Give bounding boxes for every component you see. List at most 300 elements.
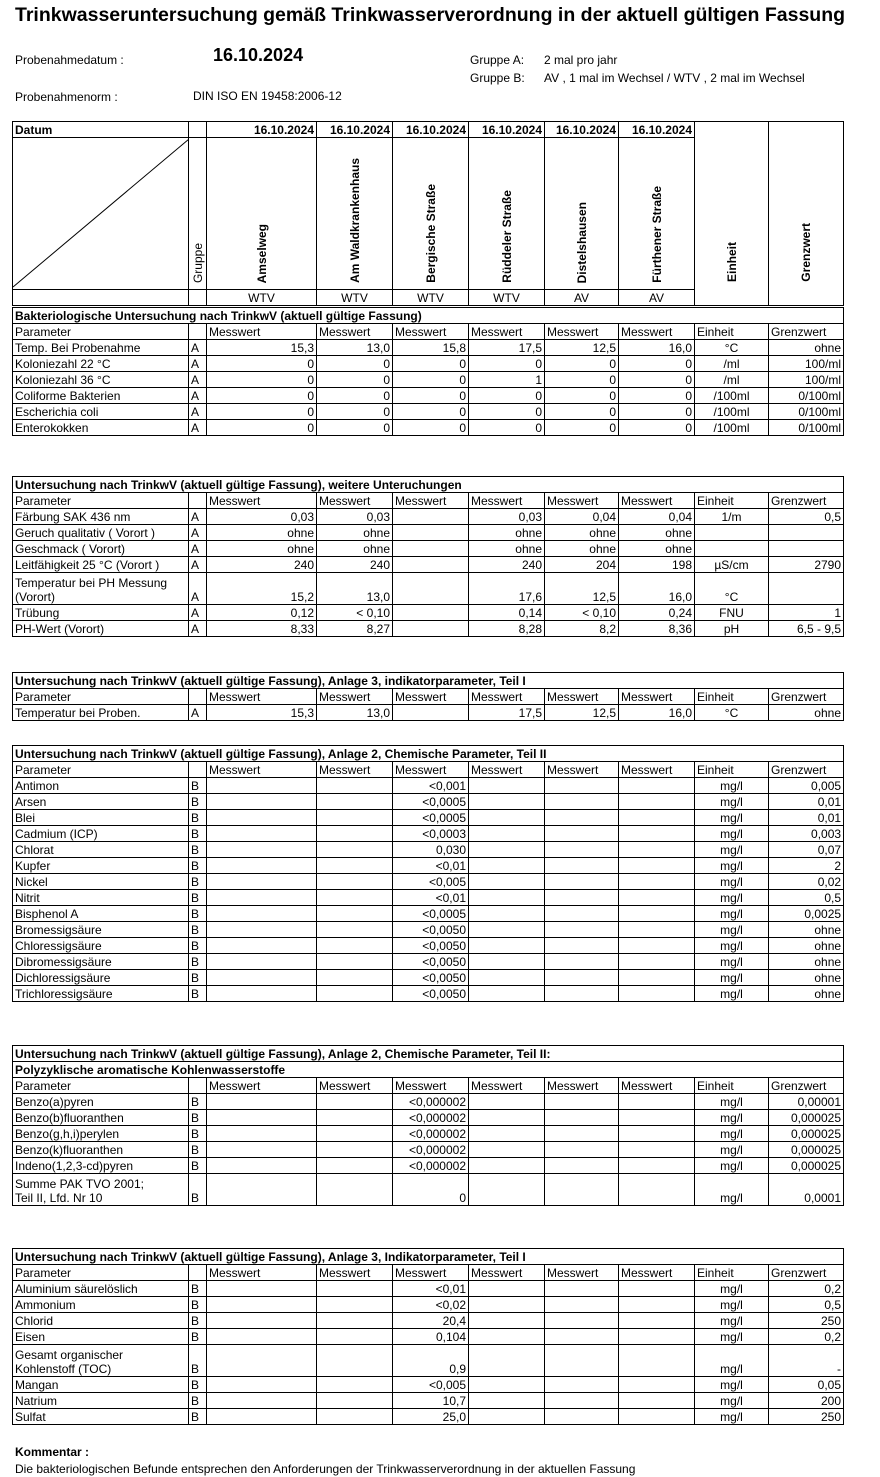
grenzwert-cell: 100/ml: [769, 372, 844, 388]
messwert-cell: [393, 605, 469, 621]
table-row: [13, 1377, 844, 1393]
einheit-cell: [695, 525, 769, 541]
messwert-cell: 0: [317, 372, 393, 388]
messwert-cell: [207, 1345, 317, 1377]
grenzwert-header: Grenzwert: [769, 1265, 844, 1281]
messwert-cell: 0: [619, 372, 695, 388]
messwert-cell: <0,0050: [393, 922, 469, 938]
messwert-cell: [619, 938, 695, 954]
table-row: [13, 525, 844, 541]
grenzwert-header: Grenzwert: [769, 762, 844, 778]
messwert-cell: [207, 922, 317, 938]
messwert-header: Messwert: [469, 324, 545, 340]
messwert-cell: [619, 842, 695, 858]
section-title: Untersuchung nach TrinkwV (aktuell gültige Fassung), Anlage 2, Chemische Parameter, Teil II:: [13, 1046, 844, 1062]
messwert-header: Messwert: [545, 1078, 619, 1094]
einheit-cell: µS/cm: [695, 557, 769, 573]
table-row: [13, 874, 844, 890]
messwert-cell: [545, 1409, 619, 1425]
messwert-cell: 0: [469, 356, 545, 372]
gruppe-cell: A: [189, 388, 207, 404]
messwert-cell: [317, 1297, 393, 1313]
messwert-cell: [619, 810, 695, 826]
messwert-cell: [317, 1345, 393, 1377]
type-cell: AV: [619, 290, 695, 306]
messwert-cell: [207, 938, 317, 954]
gruppe-cell: B: [189, 810, 207, 826]
messwert-cell: [545, 1329, 619, 1345]
messwert-cell: [393, 541, 469, 557]
gruppe-cell: B: [189, 954, 207, 970]
gruppe-cell: A: [189, 573, 207, 605]
grenzwert-cell: 0,000025: [769, 1126, 844, 1142]
parameter-cell: Koloniezahl 36 °C: [13, 372, 189, 388]
einheit-cell: /ml: [695, 356, 769, 372]
grenzwert-cell: 0,000025: [769, 1110, 844, 1126]
messwert-cell: [545, 810, 619, 826]
table-row: [13, 842, 844, 858]
messwert-cell: [619, 890, 695, 906]
date-cell: 16.10.2024: [469, 122, 545, 138]
parameter-cell: Nickel: [13, 874, 189, 890]
table-row: [13, 541, 844, 557]
messwert-cell: [207, 778, 317, 794]
messwert-cell: <0,01: [393, 890, 469, 906]
messwert-header: Messwert: [317, 1078, 393, 1094]
messwert-cell: [545, 890, 619, 906]
messwert-cell: 0: [545, 404, 619, 420]
einheit-cell: mg/l: [695, 906, 769, 922]
messwert-cell: 0: [393, 356, 469, 372]
parameter-cell: Cadmium (ICP): [13, 826, 189, 842]
messwert-cell: [469, 922, 545, 938]
einheit-cell: /100ml: [695, 420, 769, 436]
einheit-cell: pH: [695, 621, 769, 637]
gruppe-cell: A: [189, 541, 207, 557]
messwert-cell: [317, 1094, 393, 1110]
messwert-cell: < 0,10: [545, 605, 619, 621]
table-row: [13, 954, 844, 970]
messwert-header: Messwert: [619, 1265, 695, 1281]
grenzwert-cell: 2: [769, 858, 844, 874]
messwert-cell: [393, 557, 469, 573]
messwert-cell: [619, 1377, 695, 1393]
table-row: [13, 356, 844, 372]
table-row: [13, 1297, 844, 1313]
messwert-cell: [469, 1313, 545, 1329]
parameter-cell: PH-Wert (Vorort): [13, 621, 189, 637]
messwert-cell: 16,0: [619, 573, 695, 605]
parameter-cell: Sulfat: [13, 1409, 189, 1425]
gruppe-cell: B: [189, 1142, 207, 1158]
parameter-cell: Temperatur bei Proben.: [13, 705, 189, 721]
messwert-cell: ohne: [545, 525, 619, 541]
messwert-cell: [469, 986, 545, 1002]
messwert-cell: 0,14: [469, 605, 545, 621]
messwert-cell: 240: [469, 557, 545, 573]
gruppe-cell: B: [189, 922, 207, 938]
einheit-cell: mg/l: [695, 1158, 769, 1174]
gruppe-cell: B: [189, 1158, 207, 1174]
einheit-cell: °C: [695, 340, 769, 356]
gruppe-cell: B: [189, 874, 207, 890]
messwert-cell: 0: [207, 388, 317, 404]
gruppe-cell: B: [189, 842, 207, 858]
messwert-cell: 0: [545, 356, 619, 372]
gruppe-cell: A: [189, 509, 207, 525]
messwert-cell: ohne: [469, 541, 545, 557]
messwert-cell: 0: [393, 388, 469, 404]
section-title: Untersuchung nach TrinkwV (aktuell gültige Fassung), Anlage 3, Indikatorparameter, Teil I: [13, 1249, 844, 1265]
messwert-cell: 198: [619, 557, 695, 573]
messwert-cell: [317, 1377, 393, 1393]
messwert-cell: [619, 970, 695, 986]
parameter-cell: Benzo(g,h,i)perylen: [13, 1126, 189, 1142]
messwert-cell: 240: [207, 557, 317, 573]
parameter-line: Temperatur bei PH Messung: [15, 576, 168, 590]
messwert-cell: [619, 874, 695, 890]
gruppe-cell: B: [189, 1393, 207, 1409]
messwert-cell: [317, 1174, 393, 1206]
messwert-cell: <0,0005: [393, 906, 469, 922]
messwert-cell: [207, 842, 317, 858]
messwert-cell: [619, 954, 695, 970]
type-cell: WTV: [393, 290, 469, 306]
messwert-header: Messwert: [393, 1265, 469, 1281]
type-cell: WTV: [469, 290, 545, 306]
messwert-cell: [317, 1329, 393, 1345]
messwert-cell: [469, 970, 545, 986]
parameter-cell: [13, 1174, 189, 1206]
messwert-cell: [469, 826, 545, 842]
messwert-cell: [545, 858, 619, 874]
grenzwert-cell: ohne: [769, 970, 844, 986]
table-row: [13, 1094, 844, 1110]
grenzwert-header: Grenzwert: [769, 493, 844, 509]
parameter-cell: Ammonium: [13, 1297, 189, 1313]
grenzwert-cell: 0,005: [769, 778, 844, 794]
einheit-cell: mg/l: [695, 1281, 769, 1297]
table-row: [13, 922, 844, 938]
messwert-cell: [619, 794, 695, 810]
messwert-cell: [207, 890, 317, 906]
einheit-vertical-header: Einheit: [724, 241, 739, 282]
messwert-cell: [317, 874, 393, 890]
location-header: Rüddeler Straße: [499, 190, 514, 283]
table-row: [13, 1329, 844, 1345]
messwert-header: Messwert: [619, 689, 695, 705]
messwert-header: Messwert: [619, 1078, 695, 1094]
gruppe-cell: B: [189, 1313, 207, 1329]
messwert-cell: [545, 1158, 619, 1174]
messwert-cell: 13,0: [317, 705, 393, 721]
messwert-header: Messwert: [207, 1078, 317, 1094]
messwert-header: Messwert: [545, 762, 619, 778]
messwert-cell: [545, 1142, 619, 1158]
messwert-cell: <0,01: [393, 1281, 469, 1297]
einheit-cell: mg/l: [695, 1110, 769, 1126]
parameter-cell: Bisphenol A: [13, 906, 189, 922]
einheit-cell: mg/l: [695, 1345, 769, 1377]
grenzwert-header: Grenzwert: [769, 324, 844, 340]
messwert-cell: 12,5: [545, 340, 619, 356]
messwert-cell: ohne: [207, 541, 317, 557]
grenzwert-cell: 0,2: [769, 1329, 844, 1345]
grenzwert-cell: ohne: [769, 954, 844, 970]
messwert-cell: <0,000002: [393, 1110, 469, 1126]
messwert-cell: [317, 1110, 393, 1126]
type-cell: WTV: [317, 290, 393, 306]
einheit-cell: mg/l: [695, 922, 769, 938]
messwert-cell: 0,04: [619, 509, 695, 525]
einheit-cell: mg/l: [695, 1409, 769, 1425]
parameter-cell: Indeno(1,2,3-cd)pyren: [13, 1158, 189, 1174]
messwert-cell: [469, 1393, 545, 1409]
grenzwert-vertical-header: Grenzwert: [799, 223, 813, 282]
einheit-header: Einheit: [695, 1078, 769, 1094]
parameter-header: Parameter: [13, 493, 189, 509]
grenzwert-cell: 0,01: [769, 794, 844, 810]
grenzwert-cell: 2790: [769, 557, 844, 573]
messwert-cell: [207, 906, 317, 922]
messwert-cell: [207, 1313, 317, 1329]
table-row: [13, 906, 844, 922]
grenzwert-cell: 0,05: [769, 1377, 844, 1393]
grenzwert-cell: 6,5 - 9,5: [769, 621, 844, 637]
messwert-header: Messwert: [207, 493, 317, 509]
diagonal-line: [13, 139, 189, 289]
einheit-cell: mg/l: [695, 1393, 769, 1409]
messwert-cell: [545, 1377, 619, 1393]
grenzwert-cell: ohne: [769, 922, 844, 938]
messwert-cell: [317, 1142, 393, 1158]
messwert-cell: [619, 1142, 695, 1158]
parameter-header: Parameter: [13, 1265, 189, 1281]
messwert-header: Messwert: [393, 324, 469, 340]
grenzwert-cell: [769, 525, 844, 541]
table-row: [13, 1110, 844, 1126]
grenzwert-cell: ohne: [769, 986, 844, 1002]
messwert-cell: [545, 1281, 619, 1297]
grenzwert-cell: ohne: [769, 705, 844, 721]
messwert-cell: [317, 810, 393, 826]
grenzwert-cell: 0,00001: [769, 1094, 844, 1110]
parameter-cell: Chlorat: [13, 842, 189, 858]
einheit-cell: mg/l: [695, 1094, 769, 1110]
messwert-cell: 0: [207, 356, 317, 372]
messwert-cell: 25,0: [393, 1409, 469, 1425]
grenzwert-cell: -: [769, 1345, 844, 1377]
messwert-cell: 1: [469, 372, 545, 388]
messwert-cell: 15,3: [207, 340, 317, 356]
einheit-cell: mg/l: [695, 1126, 769, 1142]
messwert-cell: 0: [619, 388, 695, 404]
messwert-cell: [619, 906, 695, 922]
einheit-cell: mg/l: [695, 874, 769, 890]
parameter-header: Parameter: [13, 689, 189, 705]
messwert-header: Messwert: [317, 493, 393, 509]
messwert-cell: <0,000002: [393, 1094, 469, 1110]
messwert-header: Messwert: [619, 324, 695, 340]
messwert-header: Messwert: [317, 689, 393, 705]
messwert-cell: 0: [619, 356, 695, 372]
grenzwert-header: Grenzwert: [769, 1078, 844, 1094]
gruppe-cell: A: [189, 557, 207, 573]
messwert-cell: [619, 778, 695, 794]
messwert-cell: [545, 842, 619, 858]
section-table: [12, 1248, 844, 1425]
messwert-cell: 8,27: [317, 621, 393, 637]
messwert-cell: ohne: [619, 541, 695, 557]
messwert-cell: [619, 1174, 695, 1206]
messwert-cell: [619, 1409, 695, 1425]
messwert-cell: [545, 794, 619, 810]
messwert-cell: <0,001: [393, 778, 469, 794]
einheit-cell: mg/l: [695, 938, 769, 954]
parameter-cell: Trichloressigsäure: [13, 986, 189, 1002]
table-row: [13, 340, 844, 356]
einheit-cell: mg/l: [695, 986, 769, 1002]
gruppe-cell: B: [189, 778, 207, 794]
parameter-cell: Arsen: [13, 794, 189, 810]
messwert-cell: [469, 1174, 545, 1206]
gruppe-cell: B: [189, 1126, 207, 1142]
messwert-cell: [545, 1126, 619, 1142]
messwert-cell: 20,4: [393, 1313, 469, 1329]
messwert-header: Messwert: [317, 324, 393, 340]
messwert-cell: <0,0050: [393, 986, 469, 1002]
messwert-cell: ohne: [469, 525, 545, 541]
messwert-cell: <0,000002: [393, 1158, 469, 1174]
messwert-cell: [207, 826, 317, 842]
einheit-cell: mg/l: [695, 1142, 769, 1158]
messwert-cell: [207, 1110, 317, 1126]
table-row: [13, 1409, 844, 1425]
table-row: [13, 509, 844, 525]
einheit-cell: °C: [695, 573, 769, 605]
messwert-cell: [469, 810, 545, 826]
grenzwert-cell: 1: [769, 605, 844, 621]
messwert-cell: 16,0: [619, 340, 695, 356]
messwert-cell: [317, 922, 393, 938]
parameter-cell: Leitfähigkeit 25 °C (Vorort ): [13, 557, 189, 573]
messwert-cell: [619, 1313, 695, 1329]
table-row: [13, 858, 844, 874]
grenzwert-cell: 0,01: [769, 810, 844, 826]
gruppe-cell: B: [189, 1409, 207, 1425]
messwert-cell: 0,9: [393, 1345, 469, 1377]
einheit-cell: /100ml: [695, 388, 769, 404]
messwert-header: Messwert: [393, 689, 469, 705]
table-row: [13, 810, 844, 826]
einheit-cell: mg/l: [695, 890, 769, 906]
gruppe-cell: A: [189, 605, 207, 621]
table-row: [13, 1393, 844, 1409]
messwert-cell: 0: [469, 420, 545, 436]
gruppe-cell: B: [189, 858, 207, 874]
gruppe-cell: A: [189, 372, 207, 388]
messwert-cell: 0,03: [469, 509, 545, 525]
messwert-header: Messwert: [469, 762, 545, 778]
messwert-cell: [469, 1409, 545, 1425]
gruppe-cell: B: [189, 1110, 207, 1126]
messwert-cell: < 0,10: [317, 605, 393, 621]
messwert-header: Messwert: [317, 762, 393, 778]
messwert-cell: 17,5: [469, 705, 545, 721]
einheit-header: Einheit: [695, 493, 769, 509]
messwert-cell: [545, 1393, 619, 1409]
messwert-cell: 0,03: [317, 509, 393, 525]
gruppe-cell: B: [189, 906, 207, 922]
gruppe-cell: B: [189, 794, 207, 810]
grenzwert-cell: 0,003: [769, 826, 844, 842]
probenahmedatum-label: Probenahmedatum :: [15, 53, 124, 67]
messwert-cell: [317, 1126, 393, 1142]
messwert-cell: [207, 858, 317, 874]
einheit-cell: mg/l: [695, 810, 769, 826]
messwert-cell: [207, 970, 317, 986]
parameter-cell: Escherichia coli: [13, 404, 189, 420]
grenzwert-cell: 0/100ml: [769, 388, 844, 404]
einheit-cell: /100ml: [695, 404, 769, 420]
messwert-cell: <0,0050: [393, 970, 469, 986]
messwert-header: Messwert: [545, 1265, 619, 1281]
gruppe-cell: B: [189, 1345, 207, 1377]
messwert-cell: 0,03: [207, 509, 317, 525]
parameter-header: Parameter: [13, 324, 189, 340]
messwert-cell: [469, 874, 545, 890]
einheit-cell: mg/l: [695, 794, 769, 810]
messwert-cell: [207, 954, 317, 970]
gruppe-cell: A: [189, 404, 207, 420]
messwert-cell: [207, 1142, 317, 1158]
overview-table: [12, 121, 844, 306]
messwert-cell: 0: [317, 388, 393, 404]
messwert-cell: 0,24: [619, 605, 695, 621]
messwert-cell: 8,28: [469, 621, 545, 637]
gruppe-cell: B: [189, 826, 207, 842]
messwert-cell: [469, 938, 545, 954]
parameter-cell: Koloniezahl 22 °C: [13, 356, 189, 372]
section-title: Untersuchung nach TrinkwV (aktuell gültige Fassung), Anlage 2, Chemische Parameter, Teil II: [13, 746, 844, 762]
grenzwert-cell: 0,02: [769, 874, 844, 890]
messwert-cell: [619, 1094, 695, 1110]
messwert-cell: [469, 778, 545, 794]
messwert-cell: [469, 842, 545, 858]
grenzwert-cell: 0/100ml: [769, 420, 844, 436]
messwert-cell: <0,005: [393, 874, 469, 890]
gruppe-cell: B: [189, 1377, 207, 1393]
messwert-cell: ohne: [545, 541, 619, 557]
messwert-cell: <0,0005: [393, 810, 469, 826]
messwert-cell: [545, 906, 619, 922]
messwert-cell: [469, 1345, 545, 1377]
gruppe-cell: B: [189, 1094, 207, 1110]
gruppe-cell: A: [189, 705, 207, 721]
messwert-cell: [545, 954, 619, 970]
probenahmenorm-value: DIN ISO EN 19458:2006-12: [193, 89, 342, 103]
grenzwert-cell: ohne: [769, 340, 844, 356]
probenahmenorm-label: Probenahmenorm :: [15, 90, 118, 104]
messwert-header: Messwert: [207, 324, 317, 340]
messwert-cell: 15,3: [207, 705, 317, 721]
einheit-cell: mg/l: [695, 1377, 769, 1393]
comment-label: Kommentar :: [15, 1445, 90, 1459]
grenzwert-cell: 200: [769, 1393, 844, 1409]
messwert-cell: [545, 986, 619, 1002]
einheit-cell: /ml: [695, 372, 769, 388]
location-header: Am Waldkrankenhaus: [347, 158, 362, 283]
